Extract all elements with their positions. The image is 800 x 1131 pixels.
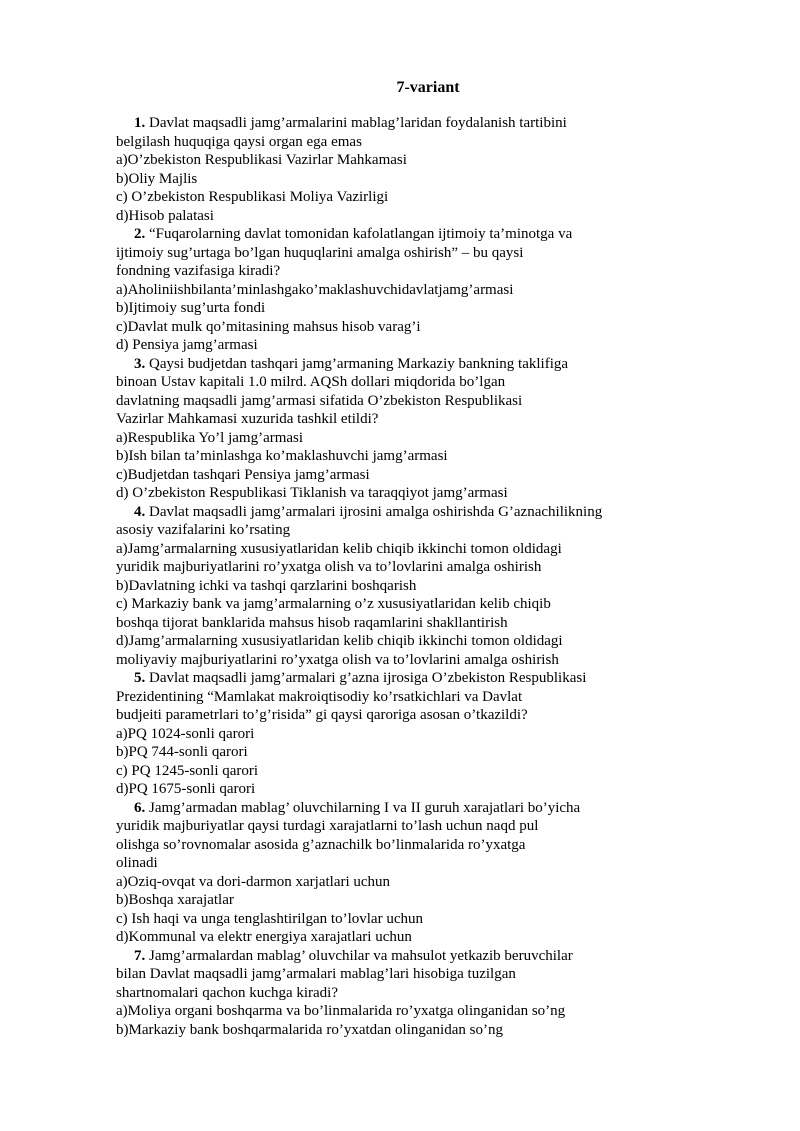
answer-option: d) Pensiya jamg’armasi bbox=[116, 337, 258, 353]
question-text: belgilash huquqiga qaysi organ ega emas bbox=[116, 133, 362, 150]
question-text: “Fuqarolarning davlat tomonidan kafolatlangan ijtimoiy ta’minotga va bbox=[145, 226, 573, 242]
question-number: 1. bbox=[134, 115, 146, 131]
answer-option: c)Budjetdan tashqari Pensiya jamg’armasi bbox=[116, 466, 370, 483]
answer-option: c) PQ 1245-sonli qarori bbox=[116, 762, 259, 779]
answer-option: c) Ish haqi va unga tenglashtirilgan to’lovlar uchun bbox=[116, 910, 423, 927]
answer-option: b)Markaziy bank boshqarmalarida ro’yxatdan olinganidan so’ng bbox=[116, 1021, 503, 1038]
question-text: budjeiti parametrlari to’g’risida” gi qaysi qaroriga asosan o’tkazildi? bbox=[116, 707, 528, 723]
answer-option: b)Ish bilan ta’minlashga ko’maklashuvchi jamg’armasi bbox=[116, 448, 448, 464]
question-text: Davlat maqsadli jamg’armalari ijrosini amalga oshirishda G’aznachilikning bbox=[145, 503, 603, 520]
question-4 bbox=[116, 503, 716, 670]
answer-option: d)Kommunal va elektr energiya xarajatlari uchun bbox=[116, 929, 412, 945]
question-text: Qaysi budjetdan tashqari jamg’armaning Markaziy bankning taklifiga bbox=[145, 355, 569, 372]
question-6 bbox=[116, 799, 716, 947]
answer-option: c) O’zbekiston Respublikasi Moliya Vazirligi bbox=[116, 189, 389, 205]
question-list bbox=[116, 114, 716, 1039]
question-text: yuridik majburiyatlar qaysi turdagi xarajatlarni to’lash uchun naqd pul bbox=[116, 818, 539, 834]
answer-option: moliyaviy majburiyatlarini ro’yxatga olish va to’lovlarini amalga oshirish bbox=[116, 651, 559, 668]
answer-option: boshqa tijorat banklarida mahsus hisob raqamlarini shakllantirish bbox=[116, 614, 508, 631]
answer-option: a)Respublika Yo’l jamg’armasi bbox=[116, 429, 304, 446]
answer-option: b)Boshqa xarajatlar bbox=[116, 892, 234, 908]
question-text: Jamg’armalardan mablag’ oluvchilar va mahsulot yetkazib beruvchilar bbox=[145, 947, 573, 964]
question-text: asosiy vazifalarini ko’rsating bbox=[116, 522, 291, 538]
answer-option: c)Davlat mulk qo’mitasining mahsus hisob varag’i bbox=[116, 318, 421, 335]
question-number: 3. bbox=[134, 355, 146, 372]
question-text: Davlat maqsadli jamg’armalarini mablag’laridan foydalanish tartibini bbox=[145, 115, 567, 131]
question-number: 6. bbox=[134, 799, 146, 816]
answer-option: a)Moliya organi boshqarma va bo’linmalarida ro’yxatga olinganidan so’ng bbox=[116, 1003, 566, 1019]
question-1 bbox=[116, 114, 716, 225]
question-number: 4. bbox=[134, 503, 146, 520]
answer-option: b)Ijtimoiy sug’urta fondi bbox=[116, 300, 266, 316]
answer-option: a)Jamg’armalarning xususiyatlaridan kelib chiqib ikkinchi tomon oldidagi bbox=[116, 540, 562, 557]
answer-option: d)Hisob palatasi bbox=[116, 207, 214, 224]
question-text: fondning vazifasiga kiradi? bbox=[116, 263, 281, 279]
answer-option: d)Jamg’armalarning xususiyatlaridan kelib chiqib ikkinchi tomon oldidagi bbox=[116, 633, 563, 649]
question-text: Jamg’armadan mablag’ oluvchilarning I va II guruh xarajatlari bo’yicha bbox=[145, 799, 581, 816]
question-number: 7. bbox=[134, 947, 146, 964]
question-text: olishga so’rovnomalar asosida g’aznachilk bo’linmalarida ro’yxatga bbox=[116, 836, 526, 853]
question-text: Davlat maqsadli jamg’armalari g’azna ijrosiga O’zbekiston Respublikasi bbox=[145, 670, 587, 686]
answer-option: b)Davlatning ichki va tashqi qarzlarini boshqarish bbox=[116, 577, 417, 594]
answer-option: b)PQ 744-sonli qarori bbox=[116, 744, 248, 760]
answer-option: c) Markaziy bank va jamg’armalarning o’z xususiyatlaridan kelib chiqib bbox=[116, 596, 551, 612]
answer-option: d) O’zbekiston Respublikasi Tiklanish va taraqqiyot jamg’armasi bbox=[116, 485, 508, 501]
answer-option: a)O’zbekiston Respublikasi Vazirlar Mahkamasi bbox=[116, 152, 407, 168]
question-2 bbox=[116, 225, 716, 355]
answer-option: a)PQ 1024-sonli qarori bbox=[116, 725, 255, 742]
question-text: shartnomalari qachon kuchga kiradi? bbox=[116, 984, 338, 1001]
question-3 bbox=[116, 355, 716, 503]
question-5 bbox=[116, 669, 716, 799]
question-text: davlatning maqsadli jamg’armasi sifatida O’zbekiston Respublikasi bbox=[116, 392, 523, 409]
answer-option: b)Oliy Majlis bbox=[116, 170, 198, 187]
question-text: bilan Davlat maqsadli jamg’armalari mablag’lari hisobiga tuzilgan bbox=[116, 966, 516, 982]
question-text: ijtimoiy sug’urtaga bo’lgan huquqlarini amalga oshirish” – bu qaysi bbox=[116, 244, 524, 261]
question-text: olinadi bbox=[116, 855, 158, 871]
page-title: 7-variant bbox=[396, 79, 460, 96]
question-number: 5. bbox=[134, 670, 146, 686]
answer-option: d)PQ 1675-sonli qarori bbox=[116, 781, 256, 797]
answer-option: yuridik majburiyatlarini ro’yxatga olish va to’lovlarini amalga oshirish bbox=[116, 559, 542, 575]
question-text: Prezidentining “Mamlakat makroiqtisodiy ko’rsatkichlari va Davlat bbox=[116, 688, 523, 705]
answer-option: a)Oziq-ovqat va dori-darmon xarjatlari uchun bbox=[116, 873, 391, 890]
question-text: Vazirlar Mahkamasi xuzurida tashkil etildi? bbox=[116, 411, 379, 427]
answer-option: a)Aholiniishbilanta’minlashgako’maklashuvchidavlatjamg’armasi bbox=[116, 281, 514, 298]
question-number: 2. bbox=[134, 226, 146, 242]
question-7 bbox=[116, 947, 716, 1040]
question-text: binoan Ustav kapitali 1.0 milrd. AQSh dollari miqdorida bo’lgan bbox=[116, 374, 506, 390]
